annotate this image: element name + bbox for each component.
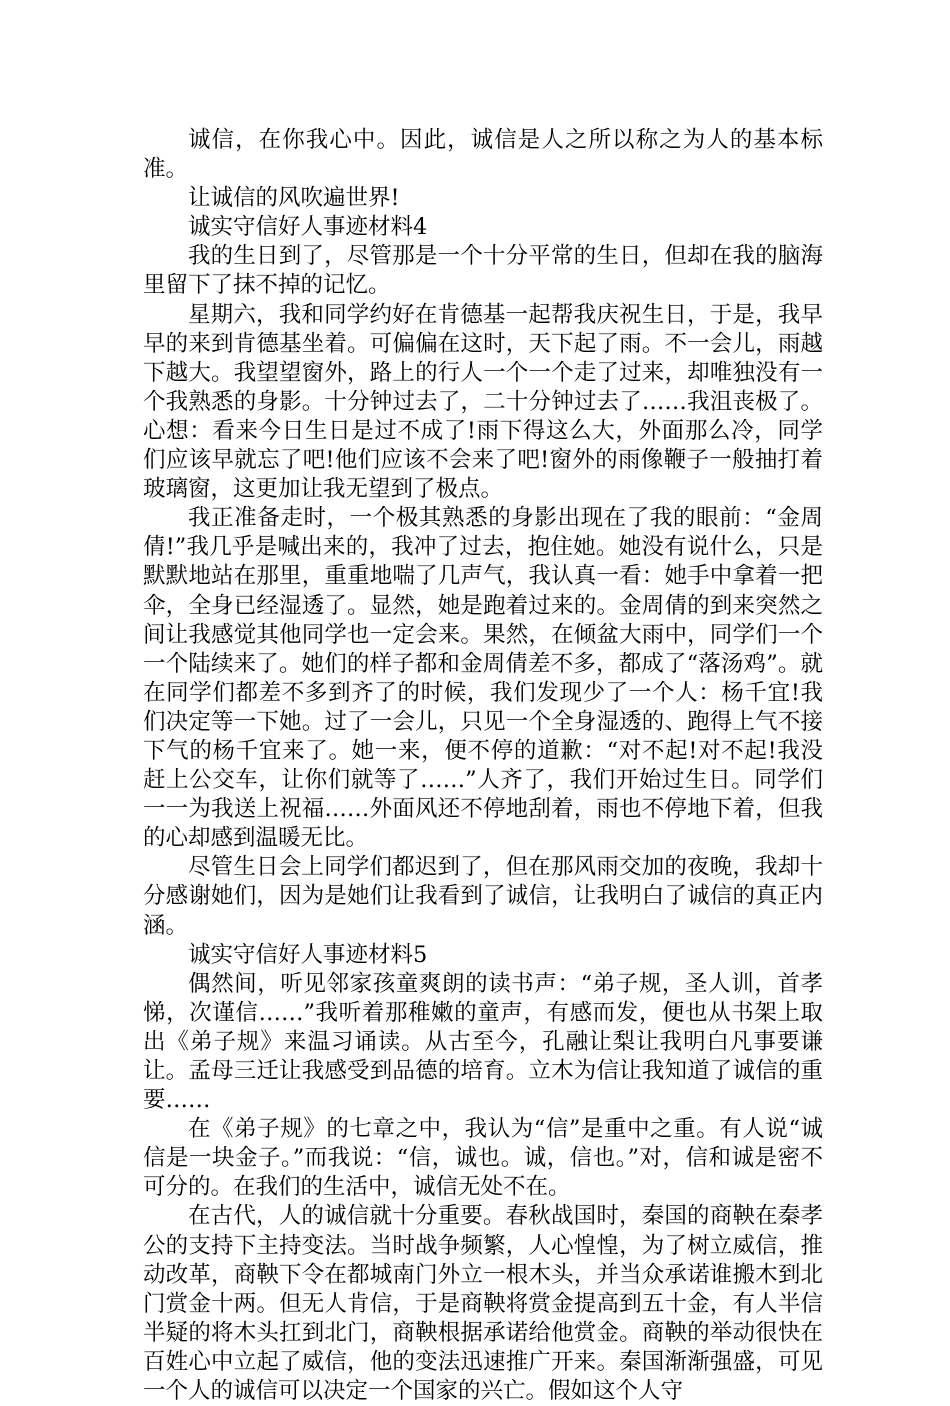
document-page bbox=[143, 126, 823, 1406]
paragraph: 诚信，在你我心中。因此，诚信是人之所以称之为人的基本标准。 bbox=[143, 127, 823, 183]
paragraph: 我正准备走时，一个极其熟悉的身影出现在了我的眼前：“金周倩!”我几乎是喊出来的，我冲了过去，抱住她。她没有说什么，只是默默地站在那里，重重地喘了几声气，我认真一看：她手中拿着一把伞，全身已经湿透了。显然，她是跑着过来的。金周倩的到来突然之间让我感觉其他同学也一定会来。果然，在倾盆大雨中，同学们一个一个陆续来了。她们的样子都和金周倩差不多，都成了“落汤鸡”。就在同学们都差不多到齐了的时候，我们发现少了一个人：杨千宜!我们决定等一下她。过了一会儿，只见一个全身湿透的、跑得上气不接下气的杨千宜来了。她一来，便不停的道歉：“对不起!对不起!我没赶上公交车，让你们就等了……”人齐了，我们开始过生日。同学们一一为我送上祝福……外面风还不停地刮着，雨也不停地下着，但我的心却感到温暖无比。 bbox=[143, 505, 823, 852]
section-heading: 诚实守信好人事迹材料4 bbox=[188, 214, 428, 241]
paragraph: 偶然间，听见邻家孩童爽朗的读书声：“弟子规，圣人训，首孝悌，次谨信……”我听着那稚嫩的童声，有感而发，便也从书架上取出《弟子规》来温习诵读。从古至今，孔融让梨让我明白凡事要谦让。孟母三迁让我感受到品德的培育。立木为信让我知道了诚信的重要…… bbox=[143, 970, 823, 1114]
paragraph: 让诚信的风吹遍世界! bbox=[188, 185, 400, 212]
section-heading: 诚实守信好人事迹材料5 bbox=[188, 941, 428, 968]
paragraph: 尽管生日会上同学们都迟到了，但在那风雨交加的夜晚，我却十分感谢她们，因为是她们让我看到了诚信，让我明白了诚信的真正内涵。 bbox=[143, 854, 823, 939]
paragraph: 星期六，我和同学约好在肯德基一起帮我庆祝生日，于是，我早早的来到肯德基坐着。可偏偏在这时，天下起了雨。不一会儿，雨越下越大。我望望窗外，路上的行人一个一个走了过来，却唯独没有一个我熟悉的身影。十分钟过去了，二十分钟过去了……我沮丧极了。心想：看来今日生日是过不成了!雨下得这么大，外面那么冷，同学们应该早就忘了吧!他们应该不会来了吧!窗外的雨像鞭子一般抽打着玻璃窗，这更加让我无望到了极点。 bbox=[143, 301, 823, 503]
paragraph: 在《弟子规》的七章之中，我认为“信”是重中之重。有人说“诚信是一块金子。”而我说：“信，诚也。诚，信也。”对，信和诚是密不可分的。在我们的生活中，诚信无处不在。 bbox=[143, 1116, 823, 1201]
paragraph: 我的生日到了，尽管那是一个十分平常的生日，但却在我的脑海里留下了抹不掉的记忆。 bbox=[143, 243, 823, 299]
paragraph: 在古代，人的诚信就十分重要。春秋战国时，秦国的商鞅在秦孝公的支持下主持变法。当时战争频繁，人心惶惶，为了树立威信，推动改革，商鞅下令在都城南门外立一根木头，并当众承诺谁搬木到北门赏金十两。但无人肯信，于是商鞅将赏金提高到五十金，有人半信半疑的将木头扛到北门，商鞅根据承诺给他赏金。商鞅的举动很快在百姓心中立起了威信，他的变法迅速推广开来。秦国渐渐强盛，可见一个人的诚信可以决定一个国家的兴亡。假如这个人守 bbox=[143, 1203, 823, 1405]
